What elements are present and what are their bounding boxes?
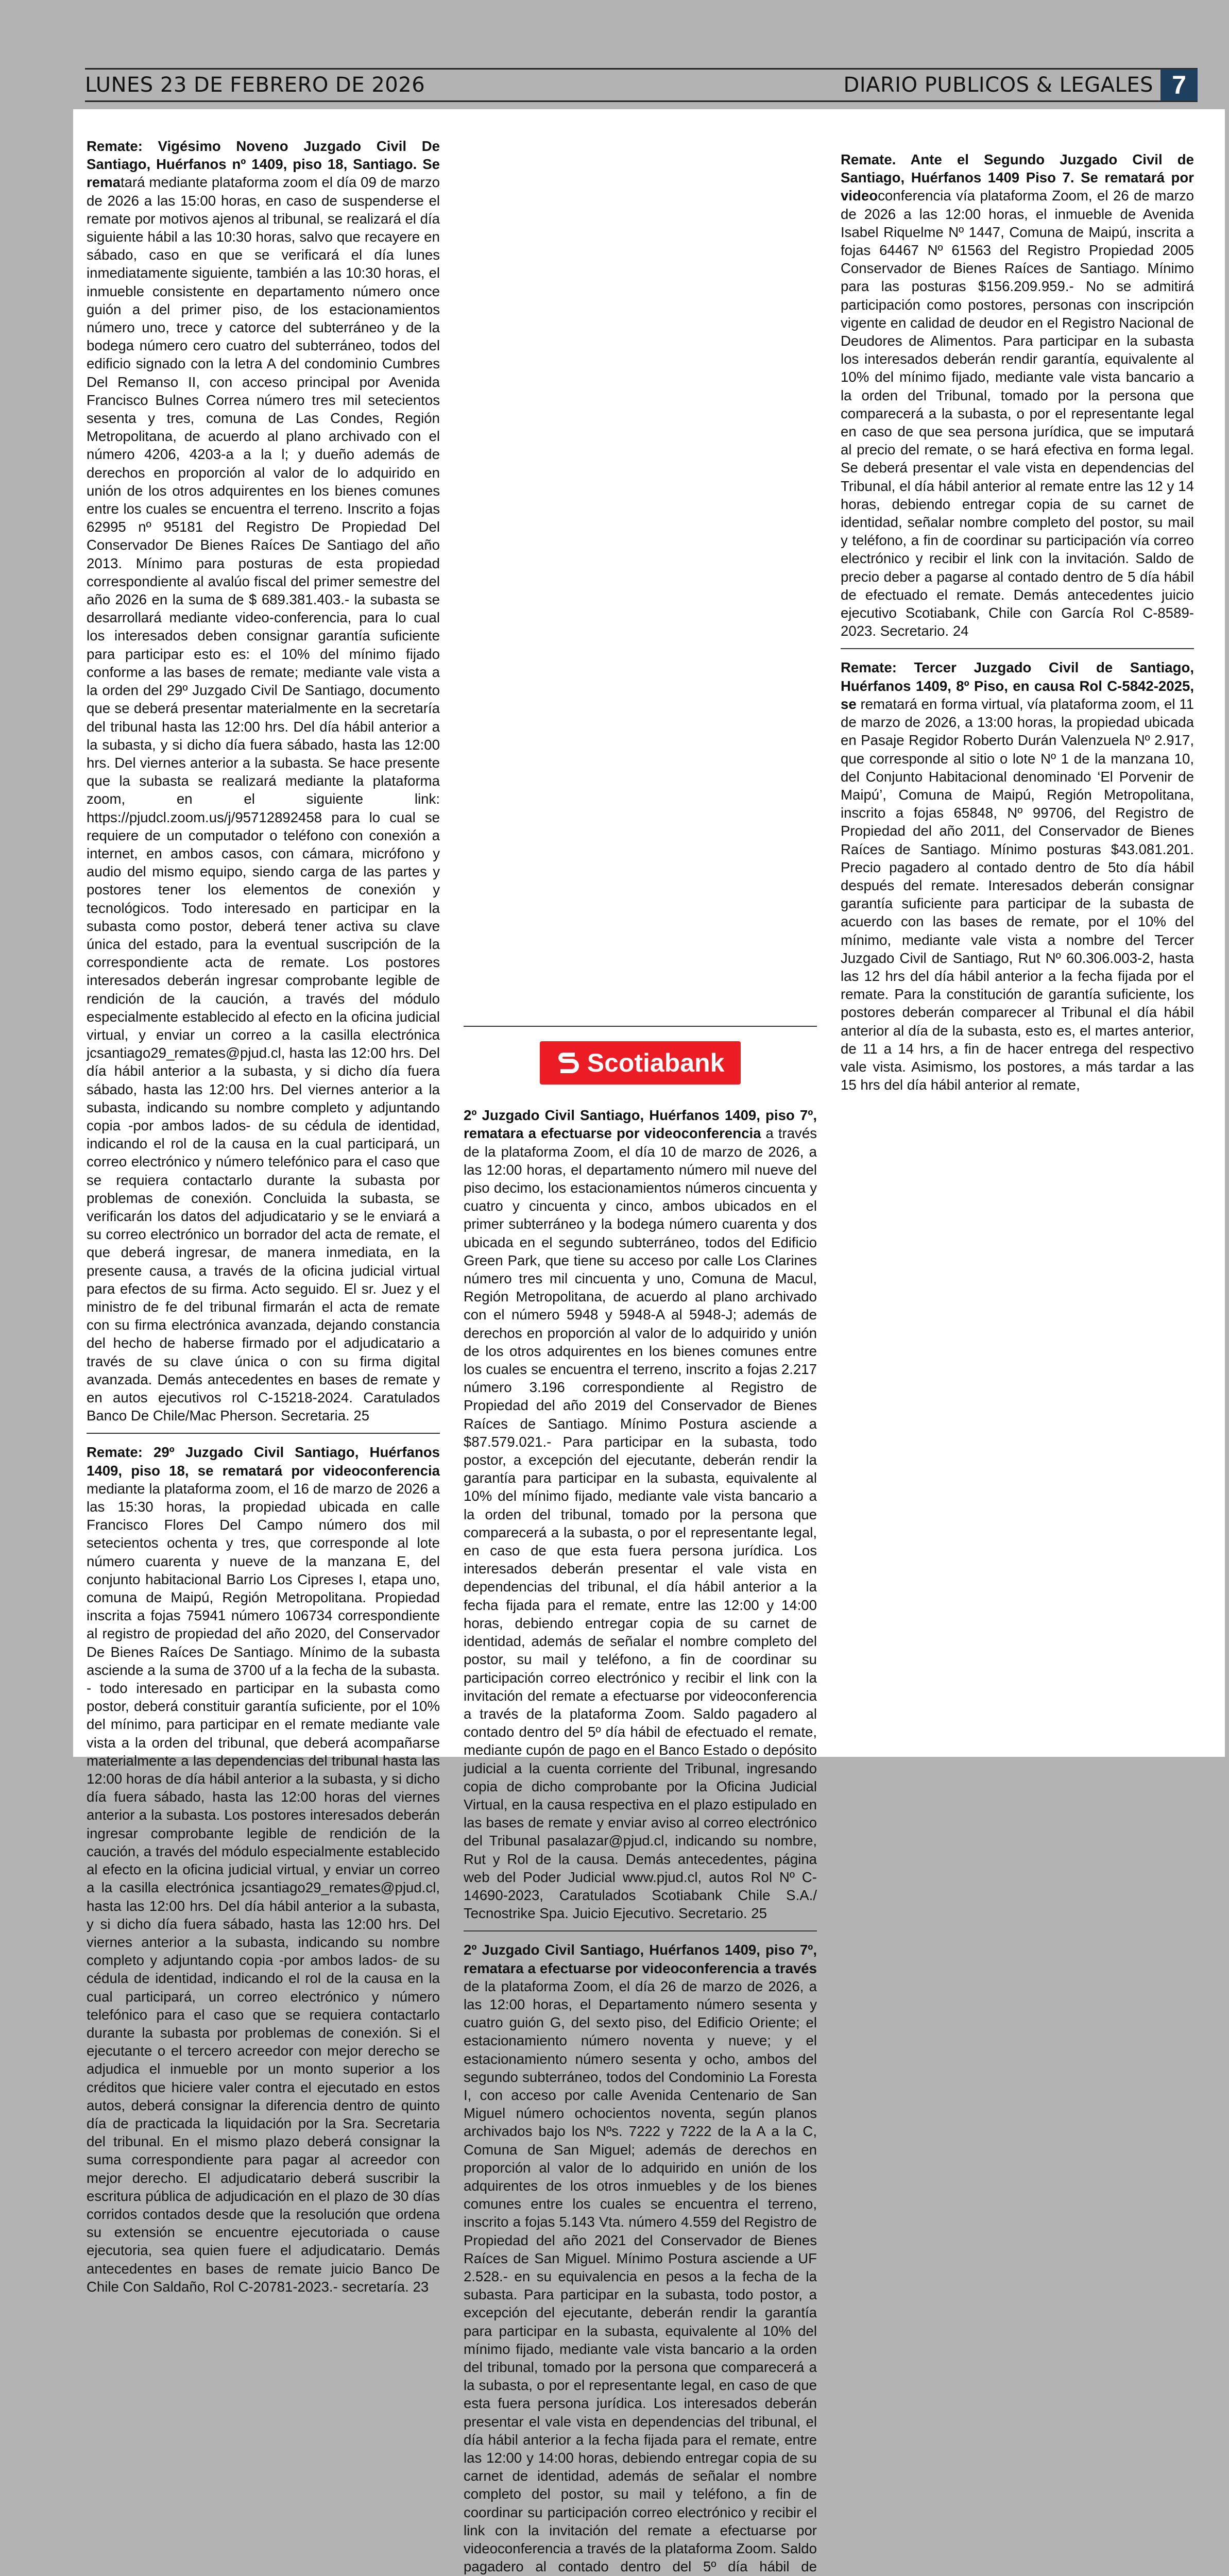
page-number: 7 — [1160, 69, 1198, 101]
notice-body: mediante la plataforma zoom, el 16 de marzo de 2026 a las 15:30 horas, la propiedad ubicada en calle Francisco Flores Del Campo número dos mil setecientos ochenta y tres, que corresponde al lote número cuarenta y nueve de la manzana E, del conjunto habitacional Barrio Los Cipreses I, etapa uno, comuna de Maipú, Región Metropolitana. Propiedad inscrita a fojas 75941 número 106734 correspondiente al registro de propiedad del año 2020, del Conservador De Bienes Raíces De Santiago. Mínimo de la subasta asciende a la suma de 3700 uf a la fecha de la subasta. - todo interesado en participar en la subasta como postor, deberá constituir garantía suficiente, por el 10% del mínimo, para participar en el remate mediante vale vista a la orden del tribunal, que deberá acompañarse materialmente a las dependencias del tribunal hasta las 12:00 horas de día hábil anterior a la subasta, y si dicho día fuera sábado, hasta las 12:00 horas del viernes anterior a la subasta. Los postores interesados deberán ingresar comprobante legible de rendición de la caución, a través del módulo especialmente establecido al efecto en la oficina judicial virtual, y enviar un correo a la casilla electrónica jcsantiago29_remates@pjud.cl, hasta las 12:00 hrs. Del día hábil anterior a la subasta, y si dicho día fuera sábado, hasta las 12:00 hrs. Del viernes anterior a la subasta, indicando su nombre completo y adjuntando copia -por ambos lados- de su cédula de identidad, indicando el rol de la causa en la cual participará, un correo electrónico y número telefónico para el caso que se requiera contactarlo durante la subasta por problemas de conexión. Si el ejecutante o el tercero acreedor con mejor derecho se adjudica el inmueble por un monto superior a los créditos que hiciere valer contra el ejecutado en estos autos, deberá consignar la diferencia dentro de quinto día de practicada la liquidación por la Sra. Secretaria del tribunal. En el mismo plazo deberá consignar la suma correspondiente para pagar al acreedor con mejor derecho. El adjudicatario deberá suscribir la escritura pública de adjudicación en el plazo de 30 días corridos contados desde que la resolución que ordena su extensión se encuentre ejecutoriada o cause ejecutoria, sea quien fuere el adjudicatario. Demás antecedentes en bases de remate juicio Banco De Chile Con Saldaño, Rol C-20781-2023.- secretaría. 23 — [87, 1480, 440, 2295]
notice-body: de la plataforma Zoom, el día 26 de marzo de 2026, a las 12:00 horas, el Departamento número sesenta y cuatro guión G, del sexto piso, del Edificio Oriente; el estacionamiento número noventa y nueve; y el estacionamiento número sesenta y ocho, ambos del segundo subterráneo, todos del Condominio La Foresta I, con acceso por calle Avenida Centenario de San Miguel número ochocientos noventa, según planos archivados bajo los Nºs. 7222 y 7222 de la A a la C, Comuna de San Miguel; además de derechos en proporción al valor de lo adquirido en unión de los adquirentes de los otros inmuebles y de los bienes comunes entre los cuales se encuentra el terreno, inscrito a fojas 5.143 Vta. número 4.559 del Registro de Propiedad del año 2021 del Conservador de Bienes Raíces de San Miguel. Mínimo Postura asciende a UF 2.528.- en su equivalencia en pesos a la fecha de la subasta. Para participar en la subasta, todo postor, a excepción del ejecutante, deberán rendir la garantía para participar en la subasta, equivalente al 10% del mínimo fijado, mediante vale vista bancario a la orden del tribunal, tomado por la persona que comparecerá a la subasta, o por el representante legal, en caso de que esta fuera persona jurídica. Los interesados deberán presentar el vale vista en dependencias del tribunal, el día hábil anterior a la fecha fijada para el remate, entre las 12:00 y 14:00 horas, debiendo entregar copia de su carnet de identidad, además de señalar el nombre completo del postor, su mail y teléfono, a fin de coordinar su participación correo electrónico y recibir el link con la invitación del remate a efectuarse por videoconferencia a través de la plataforma Zoom. Saldo pagadero al contado dentro del 5º día hábil de — [464, 1978, 817, 2575]
scotiabank-s-icon — [556, 1048, 580, 1077]
scotiabank-logo-text: Scotiabank — [587, 1048, 725, 1078]
header-right — [844, 70, 1198, 100]
scotiabank-logo — [540, 1041, 741, 1084]
page-content — [73, 109, 1225, 2575]
notice-separator — [464, 1026, 817, 1027]
notice-heading: Remate: 29º Juzgado Civil Santiago, Huérfanos 1409, piso 18, se rematará por videoconferencia — [87, 1444, 440, 1479]
notice-separator — [841, 648, 1194, 649]
notice-1 — [87, 137, 440, 1425]
notice-5 — [841, 150, 1194, 640]
issue-date: LUNES 23 DE FEBRERO DE 2026 — [85, 73, 425, 97]
columns — [87, 137, 1194, 2576]
notice-heading: 2º Juzgado Civil Santiago, Huérfanos 1409, piso 7º, rematara a efectuarse por videoconferencia — [464, 1107, 817, 1142]
column-2 — [464, 137, 817, 2576]
notice-heading: Remate. Ante el Segundo Juzgado Civil de Santiago, Huérfanos 1409 Piso 7. Se rematará por video — [841, 151, 1194, 204]
notice-separator — [87, 1433, 440, 1434]
notice-body: a través de la plataforma Zoom, el día 10 de marzo de 2026, a las 12:00 horas, el departamento número mil nueve del piso decimo, los estacionamientos números cincuenta y cuatro y cincuenta y cinco, ambos ubicados en el primer subterráneo y la bodega número cuarenta y dos ubicada en el segundo subterráneo, todos del Edificio Green Park, que tiene su acceso por calle Los Clarines número tres mil cincuenta y uno, Comuna de Macul, Región Metropolitana, de acuerdo al plano archivado con el número 5948 y 5948-A al 5948-J; además de derechos en proporción al valor de lo adquirido y unión de los otros adquirentes en los bienes comunes entre los cuales se encuentra el terreno, inscrito a fojas 2.217 número 3.196 correspondiente al Registro de Propiedad del año 2019 del Conservador de Bienes Raíces de Santiago. Mínimo Postura asciende a $87.579.021.- Para participar en la subasta, todo postor, a excepción del ejecutante, deberán rendir la garantía para participar en la subasta, equivalente al 10% del mínimo fijado, mediante vale vista bancario a la orden del tribunal, tomado por la persona que comparecerá a la subasta, o por el representante legal, en caso de que esta fuera persona jurídica. Los interesados deberán presentar el vale vista en dependencias del tribunal, el día hábil anterior a la fecha fijada para el remate, entre las 12:00 y 14:00 horas, debiendo entregar copia de su carnet de identidad, además de señalar el nombre completo del postor, su mail y teléfono, a fin de coordinar su participación correo electrónico y recibir el link con la invitación del remate a efectuarse por videoconferencia a través de la plataforma Zoom. Saldo pagadero al contado dentro del 5º día hábil de efectuado el remate, mediante cupón de pago en el Banco Estado o depósito judicial a la cuenta corriente del Tribunal, ingresando copia de dicho comprobante por la Oficina Judicial Virtual, en la causa respectiva en el plazo estipulado en las bases de remate y enviar aviso al correo electrónico del Tribunal pasalazar@pjud.cl, indicando su nombre, Rut y Rol de la causa. Demás antecedentes, página web del Poder Judicial www.pjud.cl, autos Rol Nº C-14690-2023, Caratulados Scotiabank Chile S.A./ Tecnostrike Spa. Juicio Ejecutivo. Secretario. 25 — [464, 1125, 817, 1922]
notice-6 — [841, 658, 1194, 1094]
notice-2-continued — [464, 137, 817, 155]
scotiabank-logo-wrap — [464, 1041, 817, 1084]
notice-body: tará mediante plataforma zoom el día 09 de marzo de 2026 a las 15:00 horas, en caso de suspenderse el remate por motivos ajenos al tribunal, se realizará el día siguiente hábil a las 10:30 horas, salvo que recayere en sábado, caso en que se verificará el día lunes inmediatamente siguiente, también a las 10:30 horas, el inmueble consistente en departamento número once guión a del primer piso, de los estacionamientos número uno, trece y catorce del subterráneo y de la bodega número cero cuatro del subterráneo, todos del edificio signado con la letra A del condominio Cumbres Del Remanso II, con acceso principal por Avenida Francisco Bulnes Correa número tres mil setecientos sesenta y tres, comuna de Las Condes, Región Metropolitana, de acuerdo al plano archivado con el número 4206, 4203-a a la l; y dueño además de derechos en proporción al valor de lo adquirido en unión de los otros adquirentes en los bienes comunes entre los cuales se encuentra el terreno. Inscrito a fojas 62995 nº 95181 del Registro De Propiedad Del Conservador De Bienes Raíces De Santiago del año 2013. Mínimo para posturas de esta propiedad correspondiente al avalúo fiscal del primer semestre del año 2026 en la suma de $ 689.381.403.- la subasta se desarrollará mediante video-conferencia, para lo cual los interesados deben consignar garantía suficiente para participar esto es: el 10% del mínimo fijado conforme a las bases de remate; mediante vale vista a la orden del 29º Juzgado Civil De Santiago, documento que se deberá presentar materialmente en la secretaría del tribunal hasta las 12:00 hrs. Del día hábil anterior a la subasta, y si dicho día fuera sábado, hasta las 12:00 hrs. Del viernes anterior a la subasta. Se hace presente que la subasta se realizará mediante la plataforma zoom, en el siguiente link: https://pjudcl.zoom.us/j/95712892458 para lo cual se requiere de un computador o teléfono con conexión a internet, en ambos casos, con cámara, micrófono y audio del mismo equipo, siendo carga de las partes y postores tener los elementos de conexión y tecnológicos. Todo interesado en participar en la subasta como postor, deberá tener activa su clave única del estado, para la eventual suscripción de la correspondiente acta de remate. Los postores interesados deberán ingresar comprobante legible de rendición de la caución, a través del módulo especialmente establecido al efecto en la oficina judicial virtual, y enviar un correo a la casilla electrónica jcsantiago29_remates@pjud.cl, hasta las 12:00 hrs. Del día hábil anterior a la subasta, y si dicho día fuera sábado, hasta las 12:00 hrs. Del viernes anterior a la subasta, indicando su nombre completo y adjuntando copia -por ambos lados- de su cédula de identidad, indicando el rol de la causa en la cual participará, un correo electrónico y número telefónico para el caso que se requiera contactarlo durante la subasta por problemas de conexión. Concluida la subasta, se verificarán los datos del adjudicatario y se le enviará a su correo electrónico un borrador del acta de remate, el que deberá ingresar, de manera inmediata, en la presente causa, a través de la oficina judicial virtual para efectos de su firma. Acto seguido. El sr. Juez y el ministro de fe del tribunal firmarán el acta de remate con su firma electrónica avanzada, dejando constancia del hecho de haberse firmado por el adjudicatario a través de su clave única o con su firma digital avanzada. Demás antecedentes en bases de remate y en autos ejecutivos rol C-15218-2024. Caratulados Banco De Chile/Mac Pherson. Secretaria. 25 — [87, 174, 440, 1424]
column-3 — [841, 137, 1194, 2576]
notice-2 — [87, 1443, 440, 2296]
notice-4 — [464, 1941, 817, 2576]
publication-name: DIARIO PUBLICOS & LEGALES — [843, 73, 1153, 97]
notice-body: rematará en forma virtual, vía plataforma zoom, el 11 de marzo de 2026, a 13:00 horas, la propiedad ubicada en Pasaje Regidor Roberto Durán Valenzuela Nº 2.917, que corresponde al sitio o lote Nº 1 de la manzana 10, del Conjunto Habitacional denominado ‘El Porvenir de Maipú’, Comuna de Maipú, Región Metropolitana, inscrito a fojas 65848, Nº 99706, del Registro de Propiedad del año 2011, del Conservador de Bienes Raíces de Santiago. Mínimo posturas $43.081.201. Precio pagadero al contado dentro de 5to día hábil después del remate. Interesados deberán consignar garantía suficiente para participar de la subasta de acuerdo con las bases de remate, por el 10% del mínimo, mediante vale vista a nombre del Tercer Juzgado Civil de Santiago, Rut Nº 60.306.003-2, hasta las 12 hrs del día hábil anterior a la fecha fijada por el remate. Para la constitución de garantía suficiente, los postores deberán comparecer al Tribunal el día hábil anterior al día de la subasta, esto es, el martes anterior, de 11 a 14 hrs, a fin de hacer entrega del respectivo vale vista. Asimismo, los postores, a más tardar a las 15 hrs del día hábil anterior al remate, — [841, 696, 1194, 1093]
notice-3 — [464, 1106, 817, 1922]
notice-heading: Remate: Tercer Juzgado Civil de Santiago, Huérfanos 1409, 8º Piso, en causa Rol C-5842-2025, se — [841, 659, 1194, 712]
notice-body: conferencia vía plataforma Zoom, el 26 de marzo de 2026 a las 12:00 horas, el inmueble de Avenida Isabel Riquelme Nº 1447, Comuna de Maipú, inscrita a fojas 64467 Nº 61563 del Registro Propiedad 2005 Conservador de Bienes Raíces de Santiago. Mínimo para las posturas $156.209.959.- No se admitirá participación como postores, personas con inscripción vigente en calidad de deudor en el Registro Nacional de Deudores de Alimentos. Para participar en la subasta los interesados deberán rendir garantía, equivalente al 10% del mínimo fijado, mediante vale vista bancario a la orden del Tribunal, tomado por la persona que comparecerá a la subasta, o por el representante legal en caso de que sea persona jurídica, que se imputará al precio del remate, o se hará efectiva en forma legal. Se deberá presentar el vale vista en dependencias del Tribunal, el día hábil anterior al remate entre las 12 y 14 horas, debiendo entregar copia de su carnet de identidad, señalar nombre completo del postor, su mail y teléfono, a fin de coordinar su participación vía correo electrónico y recibir el link con la invitación. Saldo de precio deber a pagarse al contado dentro de 5 día hábil de efectuado el remate. Demás antecedentes juicio ejecutivo Scotiabank, Chile con García Rol C-8589-2023. Secretario. 24 — [841, 188, 1194, 639]
page-header — [85, 68, 1198, 102]
column-1 — [87, 137, 440, 2576]
notice-separator — [464, 1930, 817, 1931]
notice-heading: Remate: Vigésimo Noveno Juzgado Civil De Santiago, Huérfanos nº 1409, piso 18, Santiago. Se rema — [87, 138, 440, 191]
notice-heading: 2º Juzgado Civil Santiago, Huérfanos 1409, piso 7º, rematara a efectuarse por videoconferencia a través — [464, 1942, 817, 1976]
